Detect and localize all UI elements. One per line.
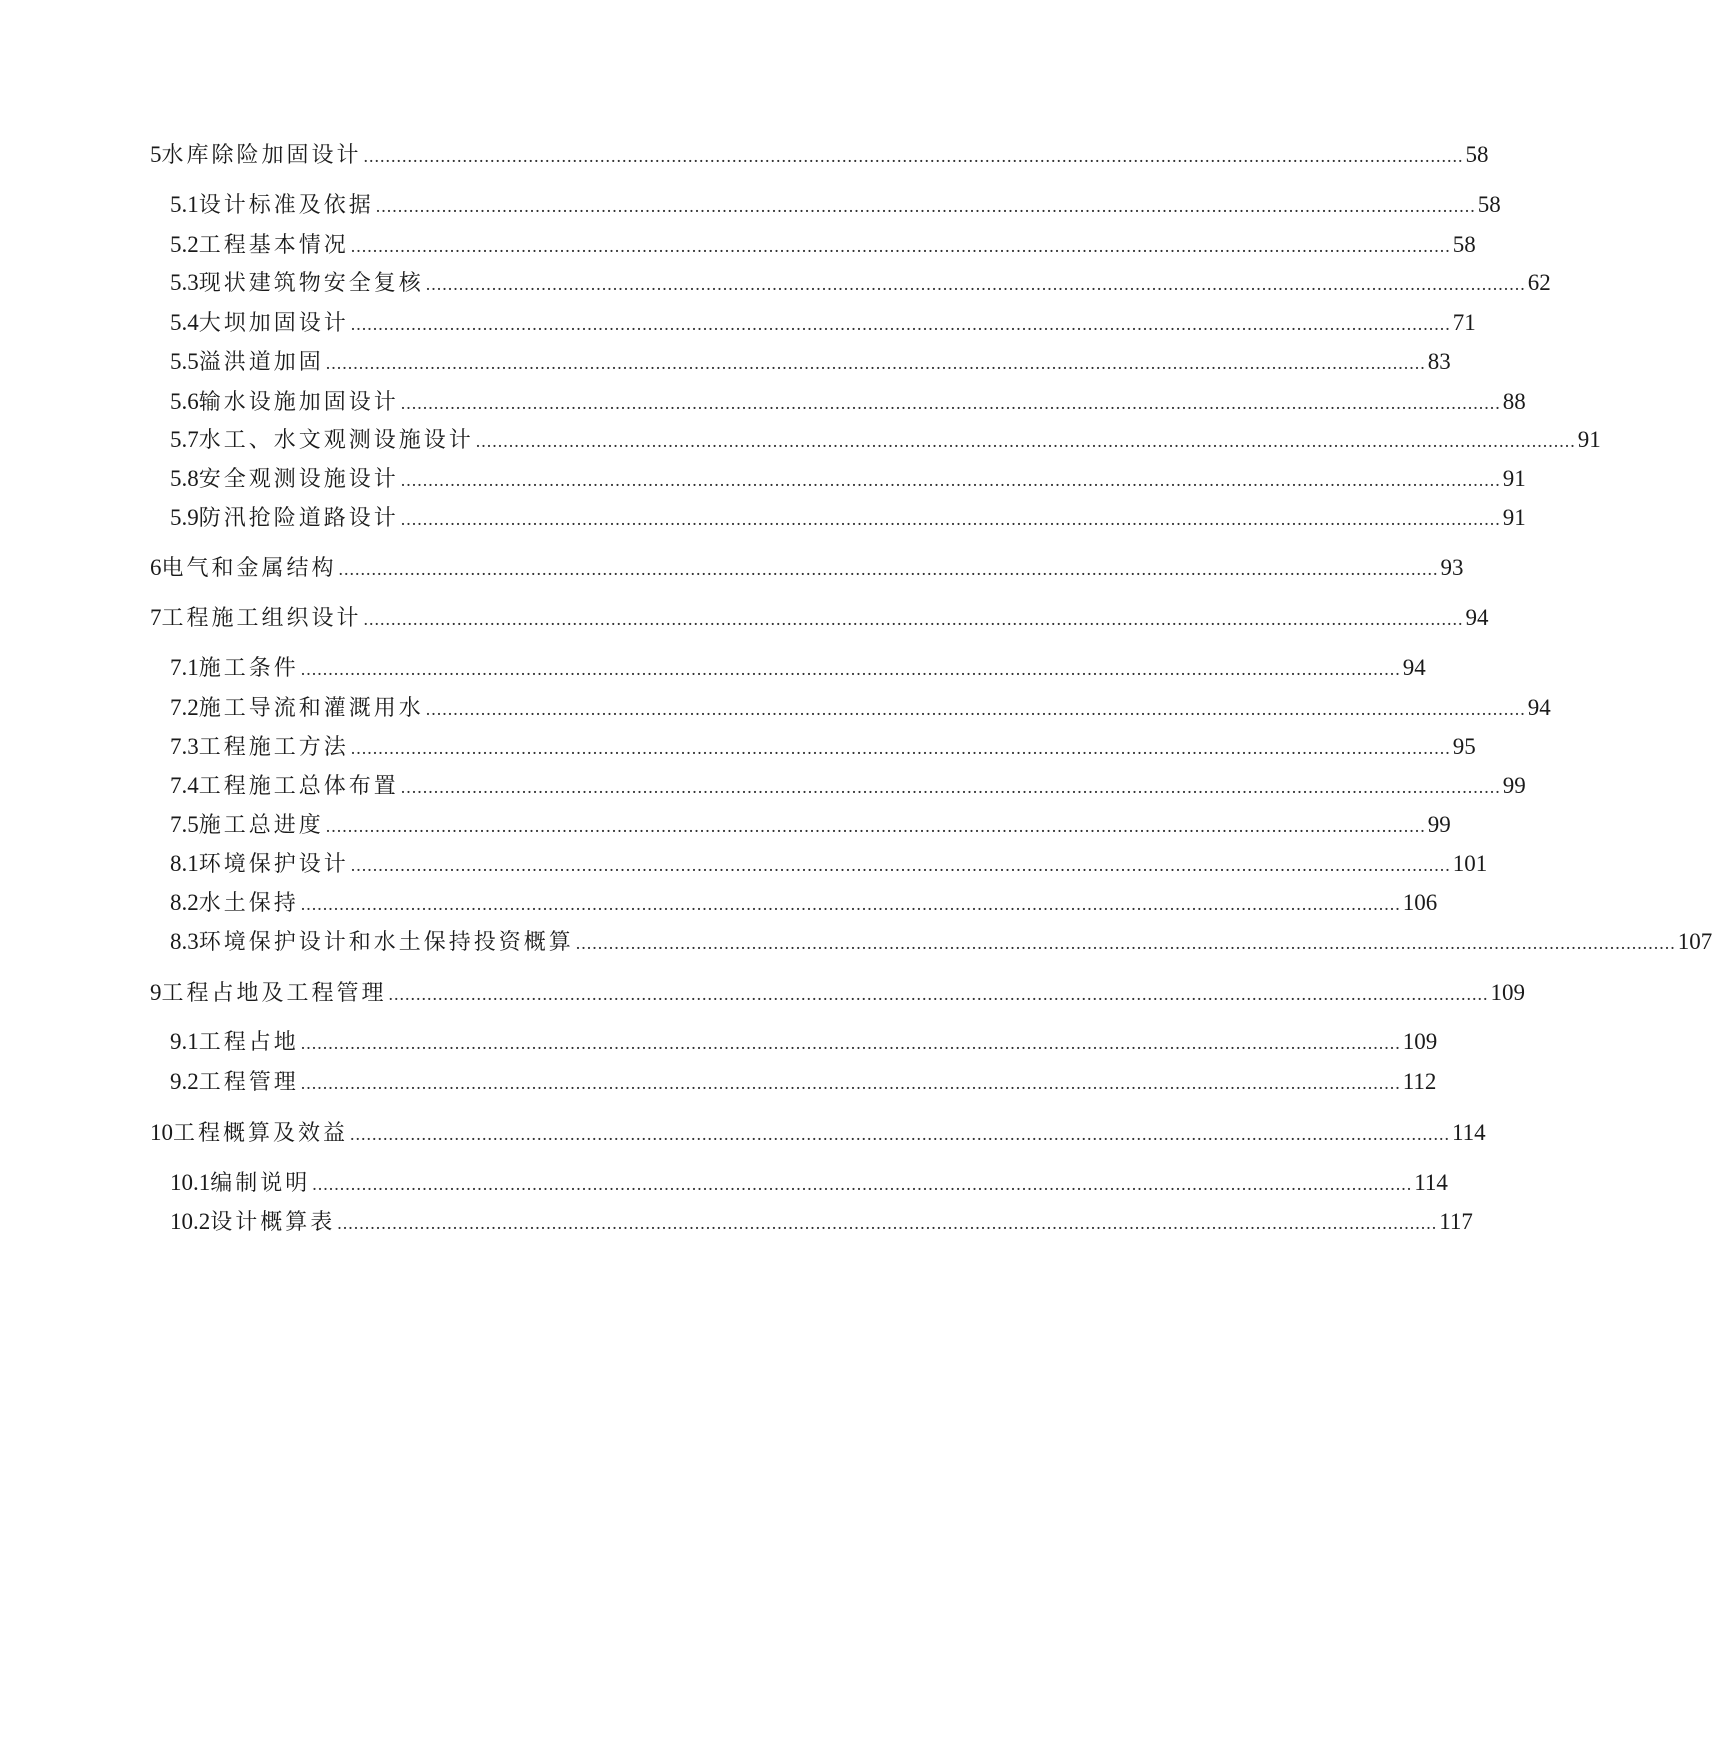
toc-entry-page: 71 [1452, 310, 1476, 335]
toc-entry[interactable] [170, 1067, 1437, 1097]
toc-entry-page: 91 [1502, 466, 1526, 491]
toc-entry[interactable] [170, 387, 1526, 417]
toc-entry-title: 设计标准及依据 [198, 193, 374, 218]
toc-entry-title: 工程概算及效益 [173, 1121, 349, 1146]
toc-entry-number: 5.6 [170, 389, 199, 414]
toc-entry-page: 106 [1402, 890, 1438, 915]
toc-leader-dots: ........................................................................................................................................................................................................ [325, 816, 1426, 836]
toc-entry-number: 5.1 [170, 192, 199, 217]
toc-entry-number: 9 [150, 980, 162, 1005]
toc-entry-number: 10 [150, 1120, 173, 1145]
toc-entry-number: 9.2 [170, 1069, 199, 1094]
toc-entry-title: 工程施工组织设计 [161, 606, 362, 631]
toc-entry[interactable] [170, 849, 1488, 879]
toc-entry-page: 62 [1527, 270, 1551, 295]
toc-entry[interactable] [170, 810, 1451, 840]
toc-entry-page: 109 [1402, 1029, 1438, 1054]
toc-entry-page: 101 [1452, 851, 1488, 876]
toc-entry-title: 施工导流和灌溉用水 [198, 696, 424, 721]
toc-entry-page: 117 [1439, 1209, 1473, 1234]
toc-entry[interactable] [150, 140, 1489, 170]
toc-entry-title: 水库除险加固设计 [161, 143, 362, 168]
toc-entry-number: 5.7 [170, 427, 199, 452]
toc-entry-title: 水工、水文观测设施设计 [198, 428, 474, 453]
toc-leader-dots: ........................................................................................................................................................................................................ [300, 1073, 1401, 1093]
toc-entry[interactable] [170, 693, 1551, 723]
toc-entry-number: 5 [150, 142, 162, 167]
toc-entry-page: 94 [1527, 695, 1551, 720]
toc-entry-title: 大坝加固设计 [198, 311, 349, 336]
toc-entry-title: 工程施工总体布置 [198, 774, 399, 799]
toc-entry[interactable] [150, 1118, 1486, 1148]
toc-entry-page: 88 [1502, 389, 1526, 414]
toc-entry-page: 109 [1490, 980, 1526, 1005]
toc-leader-dots: ........................................................................................................................................................................................................ [375, 196, 1476, 216]
toc-entry-title: 水土保持 [198, 891, 299, 916]
toc-entry-page: 94 [1402, 655, 1426, 680]
toc-entry-title: 工程占地及工程管理 [161, 981, 387, 1006]
toc-leader-dots: ........................................................................................................................................................................................................ [400, 509, 1501, 529]
toc-entry-page: 58 [1477, 192, 1501, 217]
toc-leader-dots: ........................................................................................................................................................................................................ [350, 314, 1451, 334]
toc-entry-title: 设计概算表 [210, 1210, 336, 1235]
toc-entry-page: 112 [1402, 1069, 1437, 1094]
toc-entry-number: 7.3 [170, 734, 199, 759]
toc-entry-title: 工程施工方法 [198, 735, 349, 760]
toc-entry-page: 107 [1677, 929, 1712, 954]
toc-entry-number: 6 [150, 555, 162, 580]
toc-entry-title: 溢洪道加固 [198, 350, 324, 375]
toc-leader-dots: ........................................................................................................................................................................................................ [363, 609, 1464, 629]
toc-entry[interactable] [170, 732, 1476, 762]
toc-entry-number: 9.1 [170, 1029, 199, 1054]
toc-entry-page: 58 [1465, 142, 1489, 167]
toc-entry-title: 环境保护设计和水土保持投资概算 [198, 930, 574, 955]
toc-entry-title: 安全观测设施设计 [198, 467, 399, 492]
toc-entry-number: 5.9 [170, 505, 199, 530]
toc-entry[interactable] [150, 553, 1464, 583]
toc-leader-dots: ........................................................................................................................................................................................................ [350, 738, 1451, 758]
toc-entry[interactable] [150, 603, 1489, 633]
toc-leader-dots: ........................................................................................................................................................................................................ [325, 353, 1426, 373]
toc-entry-title: 工程基本情况 [198, 233, 349, 258]
toc-leader-dots: ........................................................................................................................................................................................................ [400, 470, 1501, 490]
toc-entry-number: 7 [150, 605, 162, 630]
toc-entry-title: 环境保护设计 [198, 852, 349, 877]
toc-entry[interactable] [170, 464, 1526, 494]
toc-leader-dots: ........................................................................................................................................................................................................ [312, 1174, 1413, 1194]
toc-entry-title: 施工总进度 [198, 813, 324, 838]
toc-entry-number: 8.3 [170, 929, 199, 954]
toc-entry-number: 7.2 [170, 695, 199, 720]
toc-entry-page: 99 [1427, 812, 1451, 837]
toc-entry-title: 输水设施加固设计 [198, 390, 399, 415]
toc-entry-number: 8.2 [170, 890, 199, 915]
toc-entry-number: 5.5 [170, 349, 199, 374]
toc-entry-number: 5.2 [170, 232, 199, 257]
toc-leader-dots: ........................................................................................................................................................................................................ [300, 659, 1401, 679]
toc-entry[interactable] [170, 308, 1476, 338]
toc-leader-dots: ........................................................................................................................................................................................................ [400, 777, 1501, 797]
toc-entry-number: 8.1 [170, 851, 199, 876]
toc-entry-title: 防汛抢险道路设计 [198, 506, 399, 531]
toc-entry[interactable] [170, 347, 1451, 377]
toc-entry-number: 7.4 [170, 773, 199, 798]
toc-entry[interactable] [170, 1207, 1473, 1237]
toc-entry-title: 施工条件 [198, 656, 299, 681]
toc-entry[interactable] [170, 503, 1526, 533]
toc-entry-page: 91 [1577, 427, 1601, 452]
toc-entry[interactable] [170, 1027, 1438, 1057]
toc-entry-number: 10.2 [170, 1209, 211, 1234]
toc-entry-number: 5.4 [170, 310, 199, 335]
toc-leader-dots: ........................................................................................................................................................................................................ [475, 431, 1576, 451]
toc-entry-title: 编制说明 [210, 1171, 311, 1196]
toc-entry-number: 7.5 [170, 812, 199, 837]
toc-entry-number: 10.1 [170, 1170, 211, 1195]
toc-entry-page: 93 [1440, 555, 1464, 580]
toc-entry-number: 7.1 [170, 655, 199, 680]
toc-entry[interactable] [170, 927, 1712, 957]
toc-entry-page: 94 [1465, 605, 1489, 630]
toc-entry[interactable] [170, 888, 1438, 918]
toc-leader-dots: ........................................................................................................................................................................................................ [337, 1213, 1438, 1233]
toc-entry-page: 114 [1452, 1120, 1486, 1145]
toc-entry-page: 99 [1502, 773, 1526, 798]
toc-entry-page: 114 [1414, 1170, 1448, 1195]
toc-entry[interactable] [170, 268, 1551, 298]
toc-leader-dots: ........................................................................................................................................................................................................ [338, 559, 1439, 579]
toc-entry[interactable] [170, 771, 1526, 801]
toc-leader-dots: ........................................................................................................................................................................................................ [388, 984, 1489, 1004]
toc-entry-number: 5.3 [170, 270, 199, 295]
toc-leader-dots: ........................................................................................................................................................................................................ [350, 1124, 1451, 1144]
toc-entry[interactable] [170, 190, 1501, 220]
toc-entry[interactable] [170, 230, 1476, 260]
toc-leader-dots: ........................................................................................................................................................................................................ [350, 855, 1451, 875]
toc-entry-page: 95 [1452, 734, 1476, 759]
toc-leader-dots: ........................................................................................................................................................................................................ [300, 1033, 1401, 1053]
toc-leader-dots: ........................................................................................................................................................................................................ [363, 146, 1464, 166]
toc-leader-dots: ........................................................................................................................................................................................................ [400, 393, 1501, 413]
toc-entry[interactable] [170, 1168, 1448, 1198]
toc-entry[interactable] [150, 978, 1526, 1008]
toc-entry-page: 58 [1452, 232, 1476, 257]
toc-entry-title: 工程管理 [198, 1070, 299, 1095]
toc-leader-dots: ........................................................................................................................................................................................................ [575, 933, 1676, 953]
toc-entry-title: 现状建筑物安全复核 [198, 271, 424, 296]
toc-leader-dots: ........................................................................................................................................................................................................ [350, 236, 1451, 256]
toc-entry[interactable] [170, 425, 1601, 455]
toc-leader-dots: ........................................................................................................................................................................................................ [300, 894, 1401, 914]
toc-entry-page: 83 [1427, 349, 1451, 374]
toc-entry-number: 5.8 [170, 466, 199, 491]
toc-leader-dots: ........................................................................................................................................................................................................ [425, 699, 1526, 719]
toc-entry[interactable] [170, 653, 1426, 683]
toc-leader-dots: ........................................................................................................................................................................................................ [425, 274, 1526, 294]
toc-entry-title: 工程占地 [198, 1030, 299, 1055]
toc-entry-page: 91 [1502, 505, 1526, 530]
toc-entry-title: 电气和金属结构 [161, 556, 337, 581]
